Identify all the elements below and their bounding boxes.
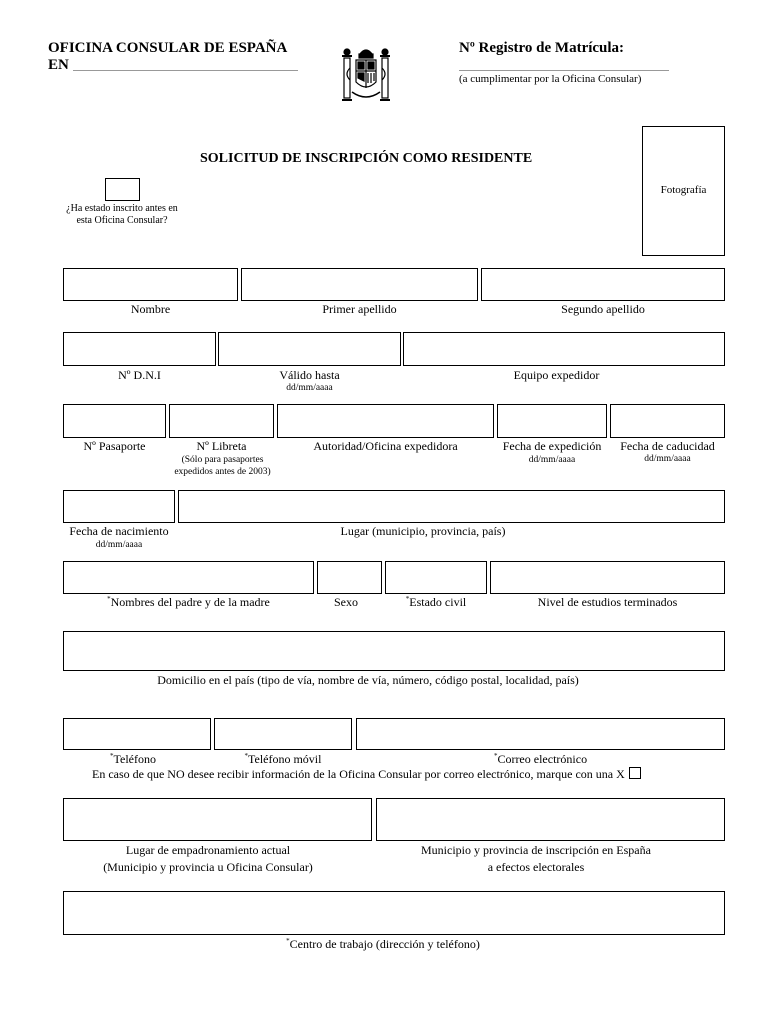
padres-label-text: Nombres del padre y de la madre (110, 595, 270, 609)
sexo-field[interactable] (317, 561, 382, 594)
lugar-nacimiento-field[interactable] (178, 490, 725, 523)
text-input[interactable] (404, 333, 724, 365)
prior-registration-box[interactable] (105, 178, 140, 201)
inscripcion-label-line1: Municipio y provincia de inscripción en España (421, 843, 651, 857)
fecha-expedicion-format: dd/mm/aaaa (528, 455, 576, 465)
text-input[interactable] (611, 405, 724, 437)
fecha-expedicion-label: Fecha de expedición (502, 439, 602, 453)
nombre-label: Nombre (130, 302, 171, 316)
asterisk: * (493, 752, 498, 760)
prior-registration-question (52, 203, 192, 227)
text-input[interactable] (219, 333, 400, 365)
dni-label: Nº D.N.I (118, 368, 161, 382)
equipo-label: Equipo expedidor (513, 368, 600, 382)
inscripcion-label (376, 843, 696, 875)
text-input[interactable] (64, 799, 371, 840)
domicilio-field[interactable] (63, 631, 725, 671)
libreta-field[interactable] (169, 404, 274, 438)
text-input[interactable] (64, 892, 724, 934)
valido-hasta-format: dd/mm/aaaa (286, 383, 333, 393)
autoridad-field[interactable] (277, 404, 494, 438)
asterisk: * (110, 752, 114, 760)
text-input[interactable] (64, 491, 174, 522)
asterisk: * (286, 937, 290, 945)
text-input[interactable] (64, 333, 215, 365)
office-en-field[interactable] (73, 56, 298, 71)
asterisk: * (244, 752, 248, 760)
asterisk: * (107, 595, 111, 603)
empadronamiento-label-line1: Lugar de empadronamiento actual (125, 843, 291, 857)
fecha-nacimiento-format: dd/mm/aaaa (95, 540, 143, 550)
movil-label-text: Teléfono móvil (248, 752, 322, 766)
equipo-field[interactable] (403, 332, 725, 366)
telefono-label-text: Teléfono (113, 752, 156, 766)
text-input[interactable] (357, 719, 724, 749)
correo-label (356, 752, 725, 767)
libreta-note-line1: (Sólo para pasaportes (181, 455, 264, 465)
text-input[interactable] (64, 562, 313, 593)
trabajo-label (63, 937, 703, 952)
text-input[interactable] (318, 562, 381, 593)
text-input[interactable] (179, 491, 724, 522)
padres-field[interactable] (63, 561, 314, 594)
text-input[interactable] (386, 562, 486, 593)
text-input[interactable] (242, 269, 477, 300)
text-input[interactable] (498, 405, 606, 437)
asterisk: * (405, 595, 410, 603)
photo-label: Fotografía (660, 184, 707, 196)
no-info-text: En caso de que NO desee recibir información de la Oficina Consular por correo electrónico, marque con una X (92, 767, 625, 781)
libreta-note-line2: expedidos antes de 2003) (174, 467, 271, 477)
text-input[interactable] (278, 405, 493, 437)
fecha-caducidad-label: Fecha de caducidad (620, 439, 715, 453)
movil-label (214, 752, 352, 767)
empadronamiento-label-line2: (Municipio y provincia u Oficina Consular) (103, 860, 313, 874)
valido-hasta-field[interactable] (218, 332, 401, 366)
text-input[interactable] (215, 719, 351, 749)
autoridad-label: Autoridad/Oficina expedidora (313, 439, 458, 453)
trabajo-field[interactable] (63, 891, 725, 935)
prior-q-line1: ¿Ha estado inscrito antes en (66, 203, 178, 214)
correo-label-text: Correo electrónico (497, 752, 588, 766)
form-title: SOLICITUD DE INSCRIPCIÓN COMO RESIDENTE (200, 151, 533, 166)
fecha-caducidad-format: dd/mm/aaaa (644, 454, 691, 464)
valido-hasta-label: Válido hasta (279, 368, 340, 382)
photo-box[interactable] (642, 126, 725, 256)
pasaporte-field[interactable] (63, 404, 166, 438)
libreta-label: Nº Libreta (196, 439, 247, 453)
primer-apellido-label: Primer apellido (322, 302, 397, 316)
text-input[interactable] (64, 632, 724, 670)
fecha-nacimiento-label: Fecha de nacimiento (69, 524, 169, 538)
registro-note: (a cumplimentar por la Oficina Consular) (459, 73, 642, 85)
office-en-label: EN (48, 57, 69, 73)
correo-field[interactable] (356, 718, 725, 750)
sexo-label: Sexo (334, 595, 358, 609)
telefono-field[interactable] (63, 718, 211, 750)
registro-title: Nº Registro de Matrícula: (459, 40, 625, 56)
movil-field[interactable] (214, 718, 352, 750)
telefono-label (63, 752, 203, 767)
prior-q-line2: esta Oficina Consular? (76, 215, 168, 226)
text-input[interactable] (64, 719, 210, 749)
lugar-nacimiento-label: Lugar (municipio, provincia, país) (340, 524, 506, 538)
fecha-expedicion-field[interactable] (497, 404, 607, 438)
text-input[interactable] (64, 405, 165, 437)
dni-field[interactable] (63, 332, 216, 366)
text-input[interactable] (482, 269, 724, 300)
no-email-checkbox[interactable] (629, 767, 641, 779)
registro-field[interactable] (459, 58, 669, 71)
domicilio-label: Domicilio en el país (tipo de vía, nombre de vía, número, código postal, localidad, país) (157, 673, 579, 687)
fecha-caducidad-field[interactable] (610, 404, 725, 438)
fecha-nacimiento-field[interactable] (63, 490, 175, 523)
coat-of-arms-icon (338, 44, 394, 106)
estado-civil-field[interactable] (385, 561, 487, 594)
trabajo-label-text: Centro de trabajo (dirección y teléfono) (289, 937, 480, 951)
inscripcion-field[interactable] (376, 798, 725, 841)
primer-apellido-field[interactable] (241, 268, 478, 301)
empadronamiento-label (63, 843, 353, 875)
text-input[interactable] (170, 405, 273, 437)
segundo-apellido-label: Segundo apellido (561, 302, 645, 316)
text-input[interactable] (377, 799, 724, 840)
empadronamiento-field[interactable] (63, 798, 372, 841)
segundo-apellido-field[interactable] (481, 268, 725, 301)
inscripcion-label-line2: a efectos electorales (487, 860, 585, 874)
estudios-field[interactable] (490, 561, 725, 594)
text-input[interactable] (64, 269, 237, 300)
text-input[interactable] (491, 562, 724, 593)
nombre-field[interactable] (63, 268, 238, 301)
libreta-note (160, 454, 285, 478)
pasaporte-label: Nº Pasaporte (83, 439, 146, 453)
no-info-notice (92, 767, 641, 782)
estado-civil-label-text: Estado civil (409, 595, 467, 609)
estudios-label: Nivel de estudios terminados (537, 595, 678, 609)
padres-label (63, 595, 314, 610)
estado-civil-label (385, 595, 487, 610)
office-title: OFICINA CONSULAR DE ESPAÑA (48, 40, 288, 56)
